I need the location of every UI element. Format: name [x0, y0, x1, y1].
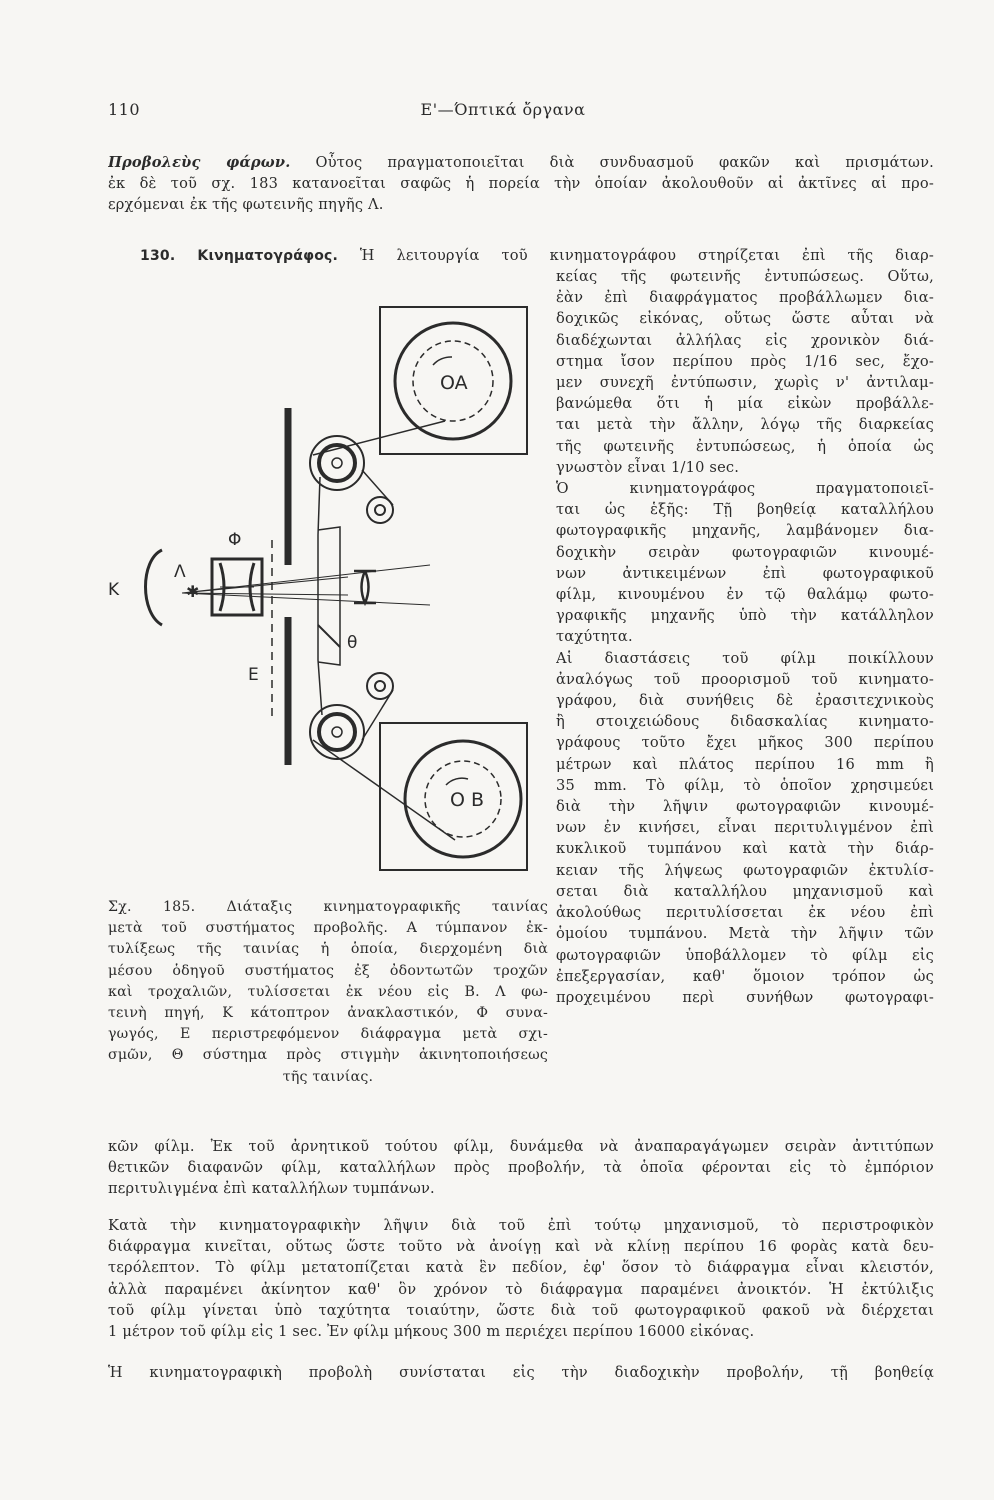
- label-k: K: [108, 580, 120, 600]
- light-source-star: ✱: [186, 582, 200, 601]
- mirror-k: [146, 550, 163, 625]
- label-lambda: Λ: [174, 562, 186, 582]
- label-theta: θ: [347, 633, 358, 653]
- paragraph-cinematograph-body: κείας τῆς φωτεινῆς ἐντυπώσεως. Οὕτω, ἐὰν ἐπὶ διαφράγματος προβάλλωμεν δια- δοχικῶς εἰκόνας, οὕτως ὥστε αὗται νὰ διαδέχωνται ἀλλήλας εἰς χρονικὸν διά- στημα ἴσον περίπου πρὸς 1/16 sec, ἔχο- μεν συνεχῆ ἐντύπωσιν, χωρὶς ν' ἀντιλαμ- βανώμεθα ὅτι ἡ μία εἰκὼν προβάλλε- ται μετὰ τὴν ἄλλην, λόγῳ τῆς διαρκείας τῆς φωτεινῆς ἐντυπώσεως, ἡ ὁποία ὡς γνωστὸν εἶναι 1/10 sec. Ὁ κινηματογράφος πραγματοποιεῖ- ται ὡς ἑξῆς: Τῇ βοηθείᾳ καταλλήλου φωτογραφικῆς μηχανῆς, λαμβάνομεν δια- δοχικὴν σειρὰν φωτογραφιῶν κινουμέ- νων ἀντικειμένων ἐπὶ φωτογραφικοῦ φίλμ, κινουμένου ἐν τῷ θαλάμῳ φωτο- γραφικῆς μηχανῆς ὑπὸ τὴν κατάλληλον ταχύτητα. Αἱ διαστάσεις τοῦ φίλμ ποικίλλουν ἀναλόγως τοῦ προορισμοῦ τοῦ κινηματο- γράφου, διὰ συνήθεις δὲ ἐρασιτεχνικοὺς ἢ στοιχειώδους διδασκαλίας κινηματο- γράφους τοῦτο ἔχει μῆκος 300 περίπου μέτρων καὶ πλάτος περίπου 16 mm ἢ 35 mm. Τὸ φίλμ, τὸ ὁποῖον χρησιμεύει διὰ τὴν λῆψιν φωτογραφιῶν κινουμέ- νων ἐν κινήσει, εἶναι περιτυλιγμένον ἐπὶ κυκλικοῦ τυμπάνου καὶ κατὰ τὴν διάρ- κειαν τῆς λήψεως φωτογραφιῶν ἐκτυλίσ- σεται διὰ καταλλήλου μηχανισμοῦ καὶ ἀκολούθως περιτυλίσσεται ἐκ νέου ἐπὶ ὁμοίου τυμπάνου. Μετὰ τὴν λῆψιν τῶν φωτογραφιῶν ὑποβάλλομεν τὸ φίλμ εἰς ἐπεξεργασίαν, καθ' ὅμοιον τρόπον ὡς προχειμένου περὶ συνήθων φωτογραφι-: [556, 268, 934, 1006]
- sprocket-lower-axle: [332, 727, 342, 737]
- section-heading-cinematograph: 130. Κινηματογράφος. Ἡ λειτουργία τοῦ κινηματογράφου στηρίζεται ἐπὶ τῆς διαρ-: [140, 247, 934, 264]
- term-lighthouse-projector: Προβολεὺς φάρων.: [108, 154, 291, 171]
- label-phi: Φ: [228, 530, 242, 550]
- paragraph-projection: Ἡ κινηματογραφικὴ προβολὴ συνίσταται εἰς τὴν διαδοχικὴν προβολήν, τῇ βοηθείᾳ: [108, 1364, 934, 1381]
- intermittent-mechanism: [318, 625, 340, 647]
- figure-caption: Σχ. 185. Διάταξις κινηματογραφικῆς ταινίας μετὰ τοῦ συστήματος προβολῆς. Α τύμπανον ἐκ- τυλίξεως τῆς ταινίας ἡ ὁποία, διερχομένη διὰ μέσου ὁδηγοῦ συστήματος ἐξ ὀδοντωτῶν τροχῶν καὶ τροχαλιῶν, τυλίσσεται ἐκ νέου εἰς Β. Λ φω- τεινὴ πηγή, Κ κάτοπτρον ἀνακλαστικόν, Φ συνα- γωγός, Ε περιστρεφόμενον διάφραγμα μετὰ σχι- σμῶν, Θ σύστημα πρὸς στιγμὴν ἀκινητοποιήσεως τῆς ταινίας.: [108, 899, 548, 1085]
- section-title: 130. Κινηματογράφος.: [140, 248, 339, 264]
- sprocket-upper-axle: [332, 458, 342, 468]
- page-number: 110: [108, 100, 141, 119]
- reel-b-rotation-arrow: [446, 778, 468, 785]
- running-title: Ε'—Όπτικά ὄργανα: [420, 100, 586, 119]
- figure-185-diagram: [100, 295, 540, 875]
- paragraph-film-copies: κῶν φίλμ. Ἐκ τοῦ ἀρνητικοῦ τούτου φίλμ, δυνάμεθα νὰ ἀναπαραγάγωμεν σειρὰν ἀντιτύπων θετικῶν διαφανῶν φίλμ, καταλλήλων πρὸς προβολήν, τὰ ὁποῖα φέρονται εἰς τὸ ἐμπόριον περιτυλιγμένα ἐπὶ καταλλήλων τυμπάνων.: [108, 1138, 934, 1198]
- label-oa: OA: [440, 372, 468, 394]
- paragraph-shutter-motion: Κατὰ τὴν κινηματογραφικὴν λῆψιν διὰ τοῦ ἐπὶ τούτῳ μηχανισμοῦ, τὸ περιστροφικὸν διάφραγμα κινεῖται, οὕτως ὥστε τοῦτο νὰ ἀνοίγῃ καὶ νὰ κλίνῃ περίπου 16 φορὰς κατὰ δευ- τερόλεπτον. Τὸ φίλμ μετατοπίζεται κατὰ ἓν πεδίον, ἐφ' ὅσον τὸ διάφραγμα εἶναι κλειστόν, ἀλλὰ παραμένει ἀκίνητον καθ' ὃν χρόνον τὸ διάφραγμα παραμένει ἀνοικτόν. Ἡ ἐκτύλιξις τοῦ φίλμ γίνεται ὑπὸ ταχύτητα τοιαύτην, ὥστε διὰ τοῦ φωτογραφικοῦ φακοῦ νὰ διέρχεται 1 μέτρον τοῦ φίλμ εἰς 1 sec. Ἐν φίλμ μήκους 300 m περιέχει περίπου 16000 εἰκόνας.: [108, 1217, 934, 1341]
- page-header: [108, 100, 898, 124]
- sprocket-lower-hub: [319, 714, 355, 750]
- label-e: E: [248, 665, 259, 685]
- film-path: [313, 470, 455, 840]
- reel-a-rotation-arrow: [433, 357, 452, 365]
- label-ob: O B: [450, 789, 485, 811]
- paragraph-lighthouse-projector: Προβολεὺς φάρων. Οὗτος πραγματοποιεῖται διὰ συνδυασμοῦ φακῶν καὶ πρισμάτων. ἐκ δὲ τοῦ σχ. 183 κατανοεῖται σαφῶς ἡ πορεία τὴν ὁποίαν ἀκολουθοῦν αἱ ἀκτῖνες αἱ προ- ερχόμεναι ἐκ τῆς φωτεινῆς πηγῆς Λ.: [108, 154, 934, 214]
- sprocket-upper-hub: [319, 445, 355, 481]
- light-rays: [182, 565, 430, 605]
- projection-lens: [354, 571, 376, 603]
